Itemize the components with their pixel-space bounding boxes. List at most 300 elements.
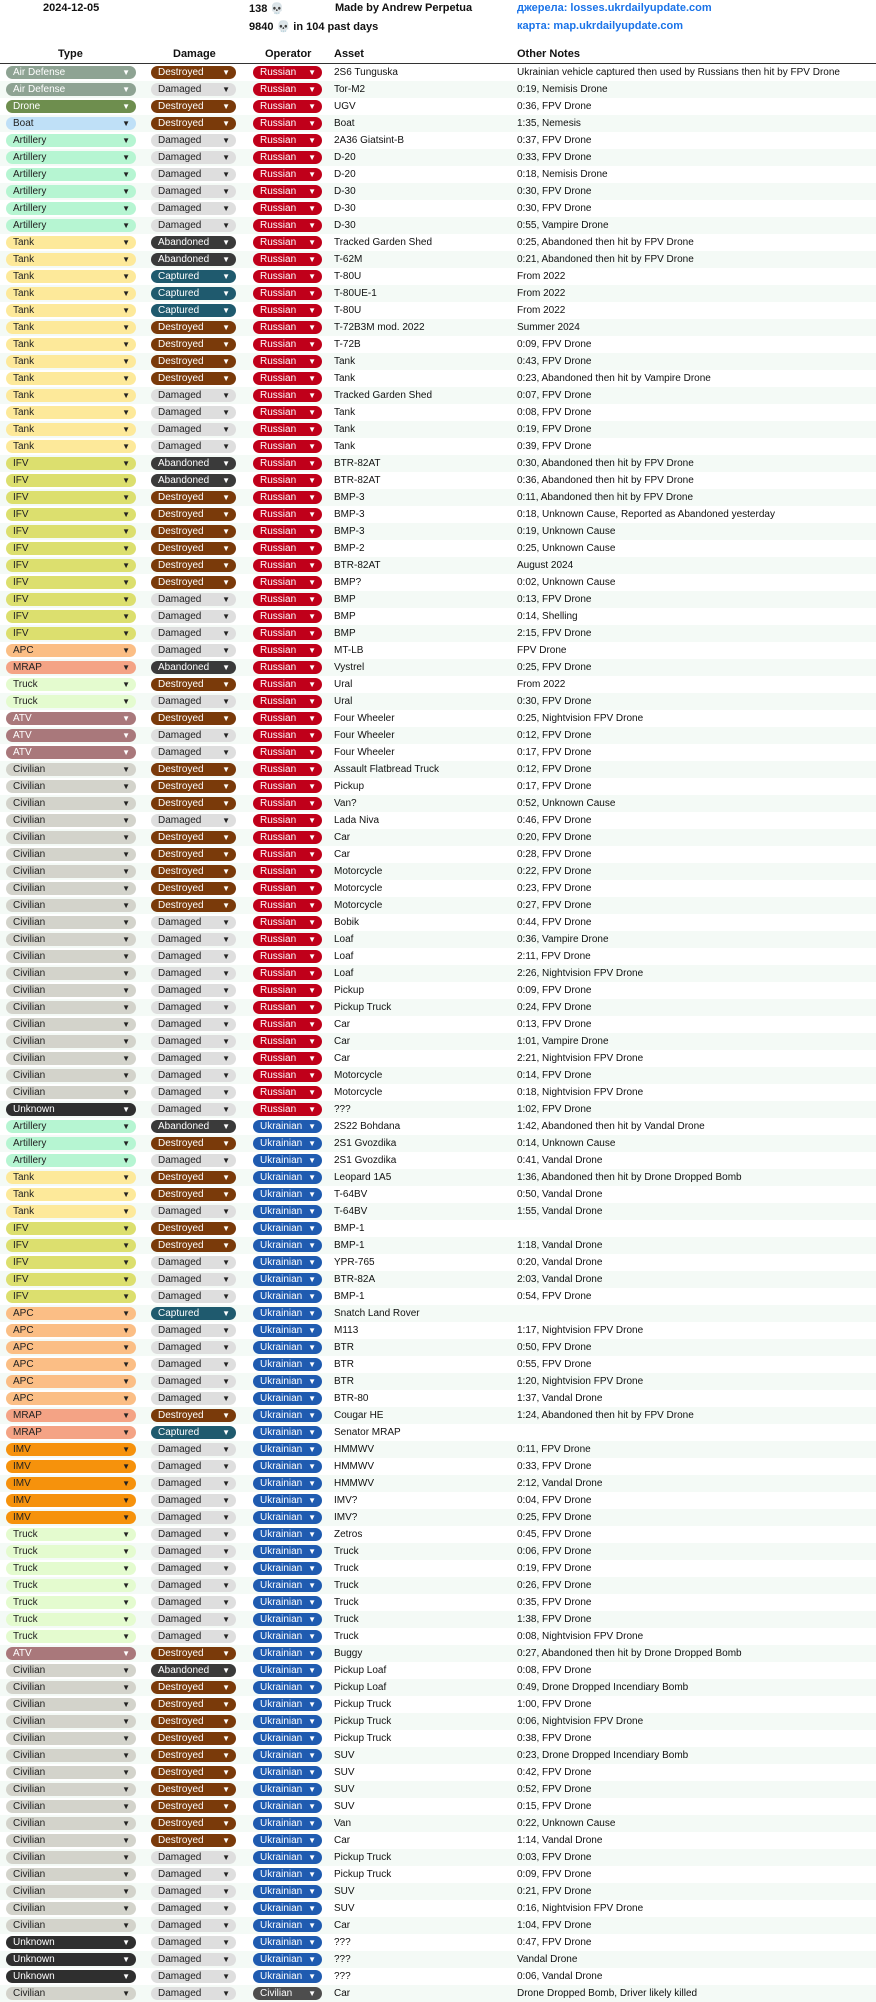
type-select[interactable]	[6, 1613, 136, 1626]
damage-select[interactable]	[151, 185, 236, 198]
type-select[interactable]	[6, 797, 136, 810]
damage-select[interactable]	[151, 1222, 236, 1235]
operator-select[interactable]	[253, 780, 322, 793]
damage-select[interactable]	[151, 1052, 236, 1065]
operator-select[interactable]	[253, 202, 322, 215]
damage-select[interactable]	[151, 848, 236, 861]
type-select[interactable]	[6, 899, 136, 912]
operator-select[interactable]	[253, 83, 322, 96]
operator-select[interactable]	[253, 321, 322, 334]
type-select[interactable]	[6, 865, 136, 878]
operator-select[interactable]	[253, 1800, 322, 1813]
type-select[interactable]	[6, 236, 136, 249]
operator-select[interactable]	[253, 1545, 322, 1558]
type-select[interactable]	[6, 1766, 136, 1779]
type-select[interactable]	[6, 1647, 136, 1660]
damage-select[interactable]	[151, 1919, 236, 1932]
type-select[interactable]	[6, 1868, 136, 1881]
type-select[interactable]	[6, 117, 136, 130]
type-select[interactable]	[6, 695, 136, 708]
damage-select[interactable]	[151, 1171, 236, 1184]
type-select[interactable]	[6, 1018, 136, 1031]
operator-select[interactable]	[253, 1035, 322, 1048]
operator-select[interactable]	[253, 1664, 322, 1677]
damage-select[interactable]	[151, 1715, 236, 1728]
damage-select[interactable]	[151, 440, 236, 453]
operator-select[interactable]	[253, 1970, 322, 1983]
operator-select[interactable]	[253, 1868, 322, 1881]
operator-select[interactable]	[253, 661, 322, 674]
type-select[interactable]	[6, 1307, 136, 1320]
damage-select[interactable]	[151, 1120, 236, 1133]
operator-select[interactable]	[253, 1154, 322, 1167]
damage-select[interactable]	[151, 270, 236, 283]
type-select[interactable]	[6, 627, 136, 640]
operator-select[interactable]	[253, 865, 322, 878]
damage-select[interactable]	[151, 763, 236, 776]
operator-select[interactable]	[253, 304, 322, 317]
damage-select[interactable]	[151, 559, 236, 572]
damage-select[interactable]	[151, 1358, 236, 1371]
type-select[interactable]	[6, 1834, 136, 1847]
damage-select[interactable]	[151, 950, 236, 963]
damage-select[interactable]	[151, 1987, 236, 2000]
operator-select[interactable]	[253, 1392, 322, 1405]
operator-select[interactable]	[253, 1052, 322, 1065]
operator-select[interactable]	[253, 440, 322, 453]
operator-select[interactable]	[253, 1511, 322, 1524]
type-select[interactable]	[6, 321, 136, 334]
damage-select[interactable]	[151, 1205, 236, 1218]
type-select[interactable]	[6, 1562, 136, 1575]
damage-select[interactable]	[151, 1086, 236, 1099]
damage-select[interactable]	[151, 712, 236, 725]
operator-select[interactable]	[253, 1953, 322, 1966]
operator-select[interactable]	[253, 1086, 322, 1099]
type-select[interactable]	[6, 1919, 136, 1932]
type-select[interactable]	[6, 1749, 136, 1762]
type-select[interactable]	[6, 1477, 136, 1490]
type-select[interactable]	[6, 1800, 136, 1813]
type-select[interactable]	[6, 1698, 136, 1711]
operator-select[interactable]	[253, 814, 322, 827]
type-select[interactable]	[6, 83, 136, 96]
damage-select[interactable]	[151, 1800, 236, 1813]
damage-select[interactable]	[151, 134, 236, 147]
type-select[interactable]	[6, 593, 136, 606]
type-select[interactable]	[6, 1885, 136, 1898]
type-select[interactable]	[6, 1086, 136, 1099]
type-select[interactable]	[6, 525, 136, 538]
damage-select[interactable]	[151, 610, 236, 623]
type-select[interactable]	[6, 576, 136, 589]
operator-select[interactable]	[253, 1103, 322, 1116]
type-select[interactable]	[6, 1341, 136, 1354]
operator-select[interactable]	[253, 1409, 322, 1422]
operator-select[interactable]	[253, 406, 322, 419]
type-select[interactable]	[6, 66, 136, 79]
type-select[interactable]	[6, 1205, 136, 1218]
damage-select[interactable]	[151, 1596, 236, 1609]
type-select[interactable]	[6, 559, 136, 572]
operator-select[interactable]	[253, 1477, 322, 1490]
operator-select[interactable]	[253, 763, 322, 776]
operator-select[interactable]	[253, 423, 322, 436]
type-select[interactable]	[6, 1188, 136, 1201]
operator-select[interactable]	[253, 1341, 322, 1354]
type-select[interactable]	[6, 304, 136, 317]
operator-select[interactable]	[253, 627, 322, 640]
damage-select[interactable]	[151, 1477, 236, 1490]
operator-select[interactable]	[253, 1936, 322, 1949]
damage-select[interactable]	[151, 729, 236, 742]
operator-select[interactable]	[253, 610, 322, 623]
damage-select[interactable]	[151, 1069, 236, 1082]
damage-select[interactable]	[151, 576, 236, 589]
damage-select[interactable]	[151, 1817, 236, 1830]
damage-select[interactable]	[151, 1970, 236, 1983]
operator-select[interactable]	[253, 559, 322, 572]
operator-select[interactable]	[253, 695, 322, 708]
type-select[interactable]	[6, 1715, 136, 1728]
damage-select[interactable]	[151, 1307, 236, 1320]
damage-select[interactable]	[151, 746, 236, 759]
damage-select[interactable]	[151, 168, 236, 181]
type-select[interactable]	[6, 610, 136, 623]
type-select[interactable]	[6, 1630, 136, 1643]
operator-select[interactable]	[253, 848, 322, 861]
type-select[interactable]	[6, 1953, 136, 1966]
operator-select[interactable]	[253, 950, 322, 963]
damage-select[interactable]	[151, 644, 236, 657]
damage-select[interactable]	[151, 525, 236, 538]
operator-select[interactable]	[253, 1018, 322, 1031]
damage-select[interactable]	[151, 1392, 236, 1405]
operator-select[interactable]	[253, 1698, 322, 1711]
type-select[interactable]	[6, 1426, 136, 1439]
operator-select[interactable]	[253, 1851, 322, 1864]
damage-select[interactable]	[151, 338, 236, 351]
damage-select[interactable]	[151, 1647, 236, 1660]
damage-select[interactable]	[151, 1494, 236, 1507]
operator-select[interactable]	[253, 1528, 322, 1541]
operator-select[interactable]	[253, 831, 322, 844]
damage-select[interactable]	[151, 1681, 236, 1694]
operator-select[interactable]	[253, 882, 322, 895]
operator-select[interactable]	[253, 899, 322, 912]
type-select[interactable]	[6, 1987, 136, 2000]
operator-select[interactable]	[253, 236, 322, 249]
operator-select[interactable]	[253, 1426, 322, 1439]
type-select[interactable]	[6, 423, 136, 436]
operator-select[interactable]	[253, 1290, 322, 1303]
operator-select[interactable]	[253, 1732, 322, 1745]
operator-select[interactable]	[253, 1307, 322, 1320]
damage-select[interactable]	[151, 1137, 236, 1150]
operator-select[interactable]	[253, 508, 322, 521]
operator-select[interactable]	[253, 1579, 322, 1592]
damage-select[interactable]	[151, 1562, 236, 1575]
damage-select[interactable]	[151, 1239, 236, 1252]
type-select[interactable]	[6, 1324, 136, 1337]
type-select[interactable]	[6, 100, 136, 113]
damage-select[interactable]	[151, 1664, 236, 1677]
type-select[interactable]	[6, 1664, 136, 1677]
operator-select[interactable]	[253, 474, 322, 487]
operator-select[interactable]	[253, 1562, 322, 1575]
type-select[interactable]	[6, 644, 136, 657]
operator-select[interactable]	[253, 185, 322, 198]
damage-select[interactable]	[151, 406, 236, 419]
damage-select[interactable]	[151, 1341, 236, 1354]
type-select[interactable]	[6, 1171, 136, 1184]
type-select[interactable]	[6, 984, 136, 997]
type-select[interactable]	[6, 134, 136, 147]
type-select[interactable]	[6, 712, 136, 725]
operator-select[interactable]	[253, 1324, 322, 1337]
damage-select[interactable]	[151, 1324, 236, 1337]
operator-select[interactable]	[253, 1188, 322, 1201]
operator-select[interactable]	[253, 1885, 322, 1898]
type-select[interactable]	[6, 185, 136, 198]
operator-select[interactable]	[253, 644, 322, 657]
type-select[interactable]	[6, 1596, 136, 1609]
operator-select[interactable]	[253, 1783, 322, 1796]
damage-select[interactable]	[151, 593, 236, 606]
damage-select[interactable]	[151, 287, 236, 300]
damage-select[interactable]	[151, 797, 236, 810]
type-select[interactable]	[6, 1273, 136, 1286]
damage-select[interactable]	[151, 457, 236, 470]
damage-select[interactable]	[151, 1001, 236, 1014]
damage-select[interactable]	[151, 389, 236, 402]
operator-select[interactable]	[253, 984, 322, 997]
operator-select[interactable]	[253, 797, 322, 810]
type-select[interactable]	[6, 661, 136, 674]
damage-select[interactable]	[151, 1154, 236, 1167]
operator-select[interactable]	[253, 338, 322, 351]
operator-select[interactable]	[253, 1001, 322, 1014]
type-select[interactable]	[6, 287, 136, 300]
damage-select[interactable]	[151, 1528, 236, 1541]
damage-select[interactable]	[151, 1375, 236, 1388]
operator-select[interactable]	[253, 1069, 322, 1082]
damage-select[interactable]	[151, 1630, 236, 1643]
operator-select[interactable]	[253, 117, 322, 130]
type-select[interactable]	[6, 1783, 136, 1796]
operator-select[interactable]	[253, 1987, 322, 2000]
type-select[interactable]	[6, 338, 136, 351]
damage-select[interactable]	[151, 1834, 236, 1847]
type-select[interactable]	[6, 1239, 136, 1252]
type-select[interactable]	[6, 355, 136, 368]
operator-select[interactable]	[253, 1766, 322, 1779]
damage-select[interactable]	[151, 1409, 236, 1422]
damage-select[interactable]	[151, 984, 236, 997]
damage-select[interactable]	[151, 66, 236, 79]
damage-select[interactable]	[151, 865, 236, 878]
operator-select[interactable]	[253, 134, 322, 147]
type-select[interactable]	[6, 1528, 136, 1541]
type-select[interactable]	[6, 848, 136, 861]
type-select[interactable]	[6, 202, 136, 215]
damage-select[interactable]	[151, 1256, 236, 1269]
damage-select[interactable]	[151, 1851, 236, 1864]
type-select[interactable]	[6, 814, 136, 827]
operator-select[interactable]	[253, 1902, 322, 1915]
operator-select[interactable]	[253, 1749, 322, 1762]
operator-select[interactable]	[253, 1239, 322, 1252]
operator-select[interactable]	[253, 66, 322, 79]
damage-select[interactable]	[151, 814, 236, 827]
type-select[interactable]	[6, 780, 136, 793]
type-select[interactable]	[6, 1154, 136, 1167]
damage-select[interactable]	[151, 1035, 236, 1048]
type-select[interactable]	[6, 950, 136, 963]
operator-select[interactable]	[253, 542, 322, 555]
type-select[interactable]	[6, 1732, 136, 1745]
damage-select[interactable]	[151, 882, 236, 895]
operator-select[interactable]	[253, 491, 322, 504]
type-select[interactable]	[6, 253, 136, 266]
type-select[interactable]	[6, 1137, 136, 1150]
operator-select[interactable]	[253, 151, 322, 164]
type-select[interactable]	[6, 1494, 136, 1507]
damage-select[interactable]	[151, 1426, 236, 1439]
damage-select[interactable]	[151, 100, 236, 113]
type-select[interactable]	[6, 1409, 136, 1422]
type-select[interactable]	[6, 474, 136, 487]
type-select[interactable]	[6, 1443, 136, 1456]
damage-select[interactable]	[151, 1902, 236, 1915]
type-select[interactable]	[6, 763, 136, 776]
operator-select[interactable]	[253, 933, 322, 946]
damage-select[interactable]	[151, 695, 236, 708]
operator-select[interactable]	[253, 287, 322, 300]
operator-select[interactable]	[253, 168, 322, 181]
type-select[interactable]	[6, 1375, 136, 1388]
damage-select[interactable]	[151, 219, 236, 232]
type-select[interactable]	[6, 1256, 136, 1269]
damage-select[interactable]	[151, 236, 236, 249]
operator-select[interactable]	[253, 1358, 322, 1371]
type-select[interactable]	[6, 1222, 136, 1235]
damage-select[interactable]	[151, 780, 236, 793]
damage-select[interactable]	[151, 933, 236, 946]
type-select[interactable]	[6, 168, 136, 181]
type-select[interactable]	[6, 882, 136, 895]
operator-select[interactable]	[253, 372, 322, 385]
type-select[interactable]	[6, 491, 136, 504]
operator-select[interactable]	[253, 355, 322, 368]
type-select[interactable]	[6, 151, 136, 164]
type-select[interactable]	[6, 916, 136, 929]
operator-select[interactable]	[253, 678, 322, 691]
damage-select[interactable]	[151, 627, 236, 640]
damage-select[interactable]	[151, 1868, 236, 1881]
type-select[interactable]	[6, 1902, 136, 1915]
operator-select[interactable]	[253, 1171, 322, 1184]
operator-select[interactable]	[253, 576, 322, 589]
damage-select[interactable]	[151, 661, 236, 674]
type-select[interactable]	[6, 1120, 136, 1133]
operator-select[interactable]	[253, 457, 322, 470]
operator-select[interactable]	[253, 1273, 322, 1286]
damage-select[interactable]	[151, 372, 236, 385]
operator-select[interactable]	[253, 729, 322, 742]
type-select[interactable]	[6, 746, 136, 759]
operator-select[interactable]	[253, 219, 322, 232]
damage-select[interactable]	[151, 304, 236, 317]
type-select[interactable]	[6, 678, 136, 691]
losses-source-link[interactable]: джерела: losses.ukrdailyupdate.com	[517, 2, 712, 14]
operator-select[interactable]	[253, 270, 322, 283]
operator-select[interactable]	[253, 1137, 322, 1150]
type-select[interactable]	[6, 457, 136, 470]
operator-select[interactable]	[253, 1494, 322, 1507]
damage-select[interactable]	[151, 1511, 236, 1524]
operator-select[interactable]	[253, 593, 322, 606]
type-select[interactable]	[6, 1817, 136, 1830]
damage-select[interactable]	[151, 1443, 236, 1456]
type-select[interactable]	[6, 270, 136, 283]
damage-select[interactable]	[151, 1732, 236, 1745]
damage-select[interactable]	[151, 1698, 236, 1711]
type-select[interactable]	[6, 967, 136, 980]
type-select[interactable]	[6, 1460, 136, 1473]
damage-select[interactable]	[151, 1936, 236, 1949]
damage-select[interactable]	[151, 1783, 236, 1796]
operator-select[interactable]	[253, 1681, 322, 1694]
damage-select[interactable]	[151, 202, 236, 215]
damage-select[interactable]	[151, 117, 236, 130]
damage-select[interactable]	[151, 1885, 236, 1898]
type-select[interactable]	[6, 1851, 136, 1864]
operator-select[interactable]	[253, 1375, 322, 1388]
operator-select[interactable]	[253, 1919, 322, 1932]
damage-select[interactable]	[151, 1749, 236, 1762]
operator-select[interactable]	[253, 1834, 322, 1847]
damage-select[interactable]	[151, 967, 236, 980]
type-select[interactable]	[6, 372, 136, 385]
type-select[interactable]	[6, 1001, 136, 1014]
type-select[interactable]	[6, 1936, 136, 1949]
damage-select[interactable]	[151, 1766, 236, 1779]
damage-select[interactable]	[151, 1953, 236, 1966]
operator-select[interactable]	[253, 100, 322, 113]
damage-select[interactable]	[151, 474, 236, 487]
damage-select[interactable]	[151, 355, 236, 368]
damage-select[interactable]	[151, 916, 236, 929]
type-select[interactable]	[6, 1970, 136, 1983]
damage-select[interactable]	[151, 423, 236, 436]
damage-select[interactable]	[151, 1188, 236, 1201]
operator-select[interactable]	[253, 1596, 322, 1609]
operator-select[interactable]	[253, 1120, 322, 1133]
damage-select[interactable]	[151, 1018, 236, 1031]
operator-select[interactable]	[253, 1630, 322, 1643]
type-select[interactable]	[6, 1511, 136, 1524]
damage-select[interactable]	[151, 1545, 236, 1558]
damage-select[interactable]	[151, 542, 236, 555]
type-select[interactable]	[6, 1681, 136, 1694]
damage-select[interactable]	[151, 1460, 236, 1473]
operator-select[interactable]	[253, 712, 322, 725]
type-select[interactable]	[6, 933, 136, 946]
damage-select[interactable]	[151, 491, 236, 504]
type-select[interactable]	[6, 1579, 136, 1592]
damage-select[interactable]	[151, 1103, 236, 1116]
